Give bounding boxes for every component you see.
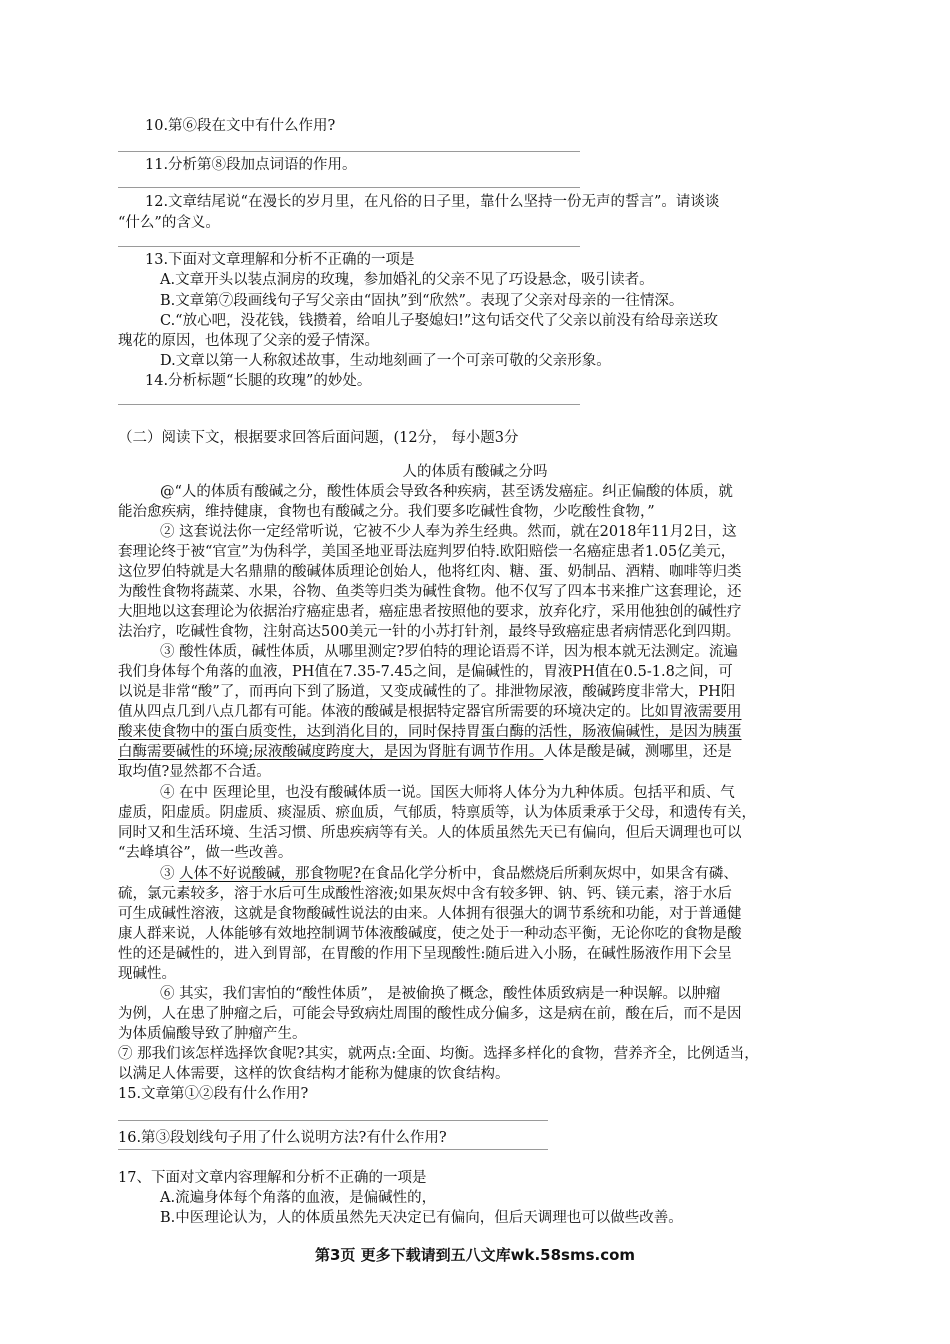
answer-line xyxy=(118,246,580,247)
underlined-question: 人体不好说酸碱，那食物呢? xyxy=(179,866,361,882)
article-title: 人的体质有酸碱之分吗 xyxy=(402,464,548,480)
paragraph-1-line1: @“人的体质有酸碱之分，酸性体质会导致各种疾病，甚至诱发癌症。纠正偏酸的体质，就 xyxy=(160,484,733,500)
question-17-option-b: B.中医理论认为，人的体质虽然先天决定已有偏向，但后天调理也可以做些改善。 xyxy=(160,1210,683,1226)
underlined-sentence: 比如胃液需要用 xyxy=(640,704,742,720)
underlined-sentence-line2: 酸来使食物中的蛋白质变性，达到消化目的，同时保持胃蛋白酶的活性，肠液偏碱性，是因为胰蛋 xyxy=(118,724,742,740)
question-12-line1: 12.文章结尾说“在漫长的岁月里，在凡俗的日子里，靠什么坚持一份无声的誓言”。请谈谈 xyxy=(145,194,720,210)
paragraph-5-marker: ③ xyxy=(160,866,180,882)
question-17-option-a: A.流遍身体每个角落的血液，是偏碱性的， xyxy=(160,1190,437,1206)
paragraph-4-line1: ④ 在中 医理论里，也没有酸碱体质一说。国医大师将人体分为九种体质。包括平和质、气 xyxy=(160,785,735,801)
question-17: 17、下面对文章内容理解和分析不正确的一项是 xyxy=(118,1170,427,1186)
paragraph-2-line5: 大胆地以这套理论为依据治疗癌症患者，癌症患者按照他的要求，放弃化疗，采用他独创的碱性疗 xyxy=(118,604,742,620)
paragraph-1-line2: 能治愈疾病，维持健康，食物也有酸碱之分。我们要多吃碱性食物，少吃酸性食物，” xyxy=(118,504,655,520)
paragraph-6-line1: ⑥ 其实，我们害怕的“酸性体质”， 是被偷换了概念，酸性体质致病是一种误解。以肿瘤 xyxy=(160,986,721,1002)
paragraph-2-line4: 为酸性食物将蔬菜、水果，谷物、鱼类等归类为碱性食物。他不仅写了四本书来推广这套理论，还 xyxy=(118,584,742,600)
question-10: 10.第⑥段在文中有什么作用? xyxy=(145,118,336,134)
question-13-option-c-line1: C.“放心吧，没花钱，钱攒着，给咱儿子娶媳妇!”这句话交代了父亲以前没有给母亲送玫 xyxy=(160,313,718,329)
paragraph-2-line3: 这位罗伯特就是大名鼎鼎的酸碱体质理论创始人，他将红肉、糖、蛋、奶制品、酒精、咖啡等归类 xyxy=(118,564,742,580)
paragraph-5-text: 在食品化学分析中，食品燃烧后所剩灰烬中，如果含有磷、 xyxy=(360,866,738,882)
paragraph-5-line6: 现碱性。 xyxy=(118,966,176,982)
question-11: 11.分析第⑧段加点词语的作用。 xyxy=(145,157,357,173)
paragraph-2-line6: 法治疗，吃碱性食物，注射高达500美元一针的小苏打针剂，最终导致癌症患者病情恶化到四期。 xyxy=(118,624,741,640)
question-15: 15.文章第①②段有什么作用? xyxy=(118,1086,309,1102)
question-13-option-a: A.文章开头以装点洞房的玫瑰，参加婚礼的父亲不见了巧设悬念，吸引读者。 xyxy=(160,272,654,288)
paragraph-3-line7: 取均值?显然都不合适。 xyxy=(118,764,271,780)
paragraph-3-line2: 我们身体每个角落的血液，PH值在7.35-7.45之间，是偏碱性的，胃液PH值在0.5-1.8之间，可 xyxy=(118,664,733,680)
paragraph-2-line2: 套理论终于被“官宣”为伪科学，美国圣地亚哥法庭判罗伯特.欧阳赔偿一名癌症患者1.05亿美元， xyxy=(118,544,736,560)
answer-line xyxy=(118,404,580,405)
paragraph-3-line1: ③ 酸性体质，碱性体质，从哪里测定?罗伯特的理论语焉不详，因为根本就无法测定。流遍 xyxy=(160,644,738,660)
paragraph-2-line1: ② 这套说法你一定经常听说，它被不少人奉为养生经典。然而，就在2018年11月2日，这 xyxy=(160,524,737,540)
paragraph-5-line3: 可生成碱性溶液，这就是食物酸碱性说法的由来。人体拥有很强大的调节系统和功能，对于普通健 xyxy=(118,906,742,922)
paragraph-4-line3: 同时又和生活环境、生活习惯、所患疾病等有关。人的体质虽然先天已有偏向，但后天调理也可以 xyxy=(118,825,742,841)
paragraph-5-line1 xyxy=(160,864,738,884)
paragraph-3-text: 人体是酸是碱，测哪里，还是 xyxy=(543,744,732,760)
answer-line xyxy=(118,1149,548,1150)
paragraph-5-line2: 硫，氯元素较多，溶于水后可生成酸性溶液;如果灰烬中含有较多钾、钠、钙、镁元素，溶于水后 xyxy=(118,886,732,902)
paragraph-7-line2: 以满足人体需要，这样的饮食结构才能称为健康的饮食结构。 xyxy=(118,1066,510,1082)
paragraph-7-line1: ⑦ 那我们该怎样选择饮食呢?其实，就两点:全面、均衡。选择多样化的食物，营养齐全，比例适当， xyxy=(118,1046,759,1062)
answer-line xyxy=(118,151,580,152)
underlined-sentence-line3: 白酶需要碱性的环境;尿液酸碱度跨度大，是因为肾脏有调节作用。 xyxy=(118,744,544,760)
paragraph-6-line2: 为例，人在患了肿瘤之后，可能会导致病灶周围的酸性成分偏多，这是病在前，酸在后，而不是因 xyxy=(118,1006,742,1022)
answer-line xyxy=(118,1120,548,1121)
paragraph-5-line4: 康人群来说，人体能够有效地控制调节体液酸碱度，使之处于一种动态平衡，无论你吃的食物是酸 xyxy=(118,926,742,942)
answer-line xyxy=(118,187,580,188)
question-16: 16.第③段划线句子用了什么说明方法?有什么作用? xyxy=(118,1130,447,1146)
page-footer: 第3页 更多下载请到五八文库wk.58sms.com xyxy=(314,1246,636,1264)
paragraph-3-line3: 以说是非常“酸”了，而再向下到了肠道，又变成碱性的了。排泄物尿液，酸碱跨度非常大，PH阳 xyxy=(118,684,736,700)
question-14: 14.分析标题“长腿的玫瑰”的妙处。 xyxy=(145,373,372,389)
paragraph-3-text: 值从四点几到八点几都有可能。体液的酸碱是根据特定器官所需要的环境决定的。 xyxy=(118,704,640,720)
paragraph-3-line4 xyxy=(118,702,742,722)
question-13-option-d: D.文章以第一人称叙述故事，生动地刻画了一个可亲可敬的父亲形象。 xyxy=(160,353,611,369)
section-heading: （二）阅读下文，根据要求回答后面问题，(12分， 每小题3分 xyxy=(118,430,519,446)
paragraph-6-line3: 为体质偏酸导致了肿瘤产生。 xyxy=(118,1026,307,1042)
question-13: 13.下面对文章理解和分析不正确的一项是 xyxy=(145,252,415,268)
paragraph-3-line6 xyxy=(118,742,732,762)
question-13-option-b: B.文章第⑦段画线句子写父亲由“固执”到“欣然”。表现了父亲对母亲的一往情深。 xyxy=(160,293,684,309)
paragraph-4-line4: “去峰填谷”，做一些改善。 xyxy=(118,845,293,861)
paragraph-4-line2: 虚质，阳虚质。阴虚质、痰湿质、瘀血质，气郁质，特禀质等，认为体质秉承于父母，和遗传有关， xyxy=(118,805,756,821)
paragraph-5-line5: 性的还是碱性的，进入到胃部，在胃酸的作用下呈现酸性:随后进入小肠，在碱性肠液作用下会呈 xyxy=(118,946,732,962)
question-13-option-c-line2: 瑰花的原因，也体现了父亲的爱子情深。 xyxy=(118,333,379,349)
question-12-line2: “什么”的含义。 xyxy=(118,215,220,231)
